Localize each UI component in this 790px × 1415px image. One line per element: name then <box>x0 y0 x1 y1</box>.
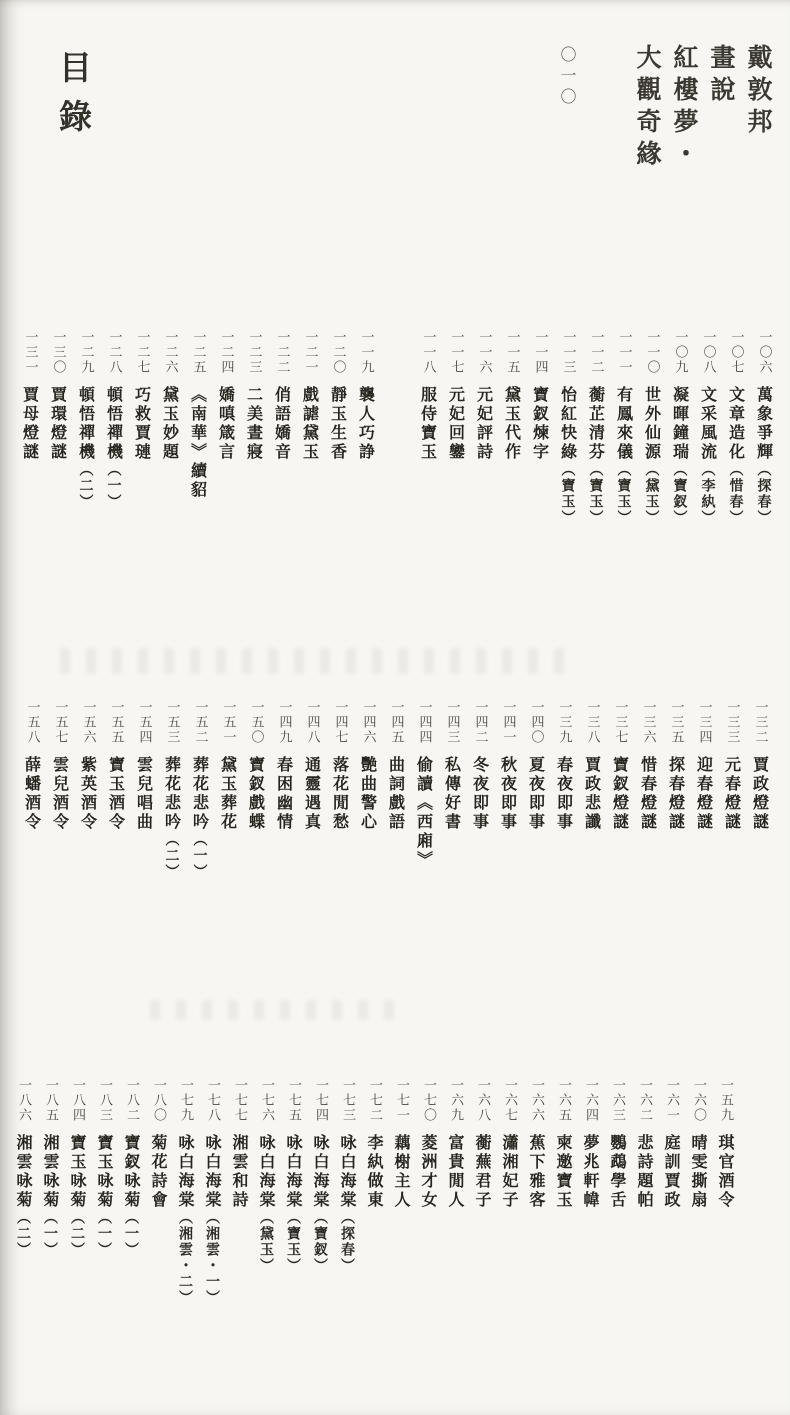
entry-title: 怡紅快綠（寶玉） <box>558 386 578 526</box>
toc-entry <box>610 330 638 526</box>
entry-number: 一一一 <box>616 330 632 375</box>
toc-entry <box>388 1078 415 1306</box>
entry-title: 通靈遇真 <box>302 756 322 832</box>
entry-number: 一五四 <box>136 700 152 745</box>
entry-number: 一四〇 <box>528 700 544 745</box>
toc-entry <box>184 330 212 526</box>
entry-title: 迎春燈謎 <box>694 756 714 832</box>
entry-attribution: （一） <box>96 1210 112 1258</box>
toc-entry <box>522 700 550 880</box>
entry-number: 一一四 <box>532 330 548 375</box>
entry-title: 晴雯撕扇 <box>689 1134 708 1210</box>
entry-attribution: （探春） <box>755 462 772 526</box>
entry-title: 嬌嗔箴言 <box>216 386 236 462</box>
entry-number: 一一六 <box>476 330 492 375</box>
entry-title: 瀟湘妃子 <box>500 1134 519 1210</box>
toc-entry <box>496 1078 523 1306</box>
entry-title: 元妃評詩 <box>474 386 494 462</box>
entry-title: 賈環燈謎 <box>48 386 68 462</box>
toc-entry <box>361 1078 388 1306</box>
entry-title: 冬夜即事 <box>470 756 490 832</box>
entry-title: 寶玉咏菊（二） <box>68 1134 87 1258</box>
entry-title: 雲兒酒令 <box>50 756 70 832</box>
entry-number: 一一九 <box>358 330 374 375</box>
entry-title: 咏白海棠（寶釵） <box>311 1134 330 1274</box>
toc-entry <box>550 700 578 880</box>
entry-number: 一四五 <box>388 700 404 745</box>
entry-attribution: （惜春） <box>727 462 744 526</box>
entry-number: 一五一 <box>220 700 236 745</box>
toc-entry <box>10 1078 37 1306</box>
entry-number: 一七一 <box>394 1078 409 1123</box>
toc-entry <box>156 330 184 526</box>
entry-attribution: （寶釵） <box>312 1210 328 1274</box>
entry-attribution: （二） <box>69 1210 85 1258</box>
entry-title: 薛蟠酒令 <box>22 756 42 832</box>
entry-attribution: （寶玉） <box>615 462 632 526</box>
entry-number: 一六八 <box>475 1078 490 1123</box>
entry-title: 賈政燈謎 <box>750 756 770 832</box>
entry-number: 一五五 <box>108 700 124 745</box>
toc-entry <box>750 330 778 526</box>
toc-entry <box>253 1078 280 1306</box>
entry-title: 李紈做東 <box>365 1134 384 1210</box>
toc-band-1 <box>14 330 778 526</box>
toc-entry <box>102 700 130 880</box>
entry-title: 寶玉酒令 <box>106 756 126 832</box>
book-title <box>633 44 776 214</box>
entry-number: 一〇九 <box>672 330 688 375</box>
entry-attribution: （寶玉） <box>285 1210 301 1274</box>
entry-number: 一一八 <box>420 330 436 375</box>
entry-title: 探春燈謎 <box>666 756 686 832</box>
entry-attribution: （寶玉） <box>587 462 604 526</box>
entry-attribution: （寶玉） <box>559 462 576 526</box>
entry-number: 一六五 <box>556 1078 571 1123</box>
toc-entry <box>718 700 746 880</box>
entry-number: 一一三 <box>560 330 576 375</box>
toc-entry <box>16 330 44 526</box>
entry-number: 一八六 <box>16 1078 31 1123</box>
entry-title: 悲詩題帕 <box>635 1134 654 1210</box>
toc-entry <box>326 700 354 880</box>
entry-number: 一七〇 <box>421 1078 436 1123</box>
toc-entry <box>410 700 438 880</box>
entry-number: 一一二 <box>588 330 604 375</box>
toc-entry <box>382 700 410 880</box>
entry-attribution: （黛玉） <box>643 462 660 526</box>
toc-entry <box>242 700 270 880</box>
entry-number: 一二〇 <box>330 330 346 375</box>
toc-entry <box>44 330 72 526</box>
entry-attribution: （黛玉） <box>258 1210 274 1274</box>
toc-entry <box>324 330 352 526</box>
entry-number: 一五〇 <box>248 700 264 745</box>
toc-entry <box>666 330 694 526</box>
toc-entry <box>46 700 74 880</box>
entry-number: 一五七 <box>52 700 68 745</box>
entry-title: 襲人巧諍 <box>356 386 376 462</box>
toc-entry <box>158 700 186 880</box>
entry-title: 元春燈謎 <box>722 756 742 832</box>
entry-title: 雲兒唱曲 <box>134 756 154 832</box>
entry-title: 私傳好書 <box>442 756 462 832</box>
toc-entry <box>466 700 494 880</box>
toc-entry <box>634 700 662 880</box>
toc-entry <box>469 1078 496 1306</box>
entry-number: 一二五 <box>190 330 206 375</box>
entry-attribution: （寶釵） <box>671 462 688 526</box>
entry-number: 一二九 <box>78 330 94 375</box>
entry-title: 葬花悲吟（一） <box>190 756 210 880</box>
entry-number: 一五八 <box>24 700 40 745</box>
entry-number: 一五三 <box>164 700 180 745</box>
toc-entry <box>577 1078 604 1306</box>
entry-number: 一六四 <box>583 1078 598 1123</box>
toc-entry <box>145 1078 172 1306</box>
entry-number: 一三四 <box>696 700 712 745</box>
entry-title: 蕉下雅客 <box>527 1134 546 1210</box>
entry-number: 一〇七 <box>728 330 744 375</box>
toc-entry <box>74 700 102 880</box>
toc-entry <box>37 1078 64 1306</box>
entry-number: 一〇六 <box>756 330 772 375</box>
entry-title: 惜春燈謎 <box>638 756 658 832</box>
toc-entry <box>212 330 240 526</box>
toc-entry <box>240 330 268 526</box>
toc-entry <box>523 1078 550 1306</box>
entry-number: 一三九 <box>556 700 572 745</box>
entry-title: 文采風流（李紈） <box>698 386 718 526</box>
entry-number: 一二八 <box>106 330 122 375</box>
entry-title: 夏夜即事 <box>526 756 546 832</box>
entry-title: 二美晝寢 <box>244 386 264 462</box>
toc-entry <box>130 700 158 880</box>
toc-entry <box>414 330 442 526</box>
toc-entry <box>690 700 718 880</box>
entry-number: 一八三 <box>97 1078 112 1123</box>
entry-number: 一三五 <box>668 700 684 745</box>
entry-number: 一二一 <box>302 330 318 375</box>
show-through-smudge <box>150 1000 410 1020</box>
toc-entry <box>438 700 466 880</box>
toc-entry <box>128 330 156 526</box>
entry-attribution: （一） <box>191 832 208 880</box>
toc-entry <box>554 330 582 526</box>
toc-entry <box>694 330 722 526</box>
entry-number: 一二六 <box>162 330 178 375</box>
toc-entry <box>268 330 296 526</box>
book-title-column: 戴敦邦 <box>744 44 773 140</box>
toc-entry <box>214 700 242 880</box>
entry-number: 一八四 <box>70 1078 85 1123</box>
entry-title: 萬象爭輝（探春） <box>754 386 774 526</box>
entry-number: 一三八 <box>584 700 600 745</box>
toc-band-2 <box>16 700 774 880</box>
entry-number: 一八五 <box>43 1078 58 1123</box>
toc-entry <box>685 1078 712 1306</box>
entry-title: 寶玉咏菊（一） <box>95 1134 114 1258</box>
entry-title: 咏白海棠（探春） <box>338 1134 357 1274</box>
entry-attribution: （湘雲・一） <box>204 1210 220 1306</box>
toc-entry <box>118 1078 145 1306</box>
entry-title: 世外仙源（黛玉） <box>642 386 662 526</box>
entry-number: 一五二 <box>192 700 208 745</box>
toc-entry <box>298 700 326 880</box>
toc-entry <box>307 1078 334 1306</box>
toc-entry <box>280 1078 307 1306</box>
entry-attribution: （一） <box>123 1210 139 1258</box>
entry-title: 春困幽情 <box>274 756 294 832</box>
entry-number: 一二二 <box>274 330 290 375</box>
entry-title: 黛玉妙題 <box>160 386 180 462</box>
entry-number: 一四一 <box>500 700 516 745</box>
entry-title: 湘雲咏菊（一） <box>41 1134 60 1258</box>
entry-title: 寶釵煉字 <box>530 386 550 462</box>
entry-number: 一七九 <box>178 1078 193 1123</box>
entry-number: 一七二 <box>367 1078 382 1123</box>
toc-entry <box>91 1078 118 1306</box>
toc-entry <box>354 700 382 880</box>
toc-band-3 <box>8 1078 739 1306</box>
entry-title: 咏白海棠（寶玉） <box>284 1134 303 1274</box>
entry-title: 黛玉葬花 <box>218 756 238 832</box>
entry-number: 一四二 <box>472 700 488 745</box>
entry-title: 曲詞戲語 <box>386 756 406 832</box>
toc-entry <box>226 1078 253 1306</box>
toc-entry <box>442 1078 469 1306</box>
entry-number: 一七八 <box>205 1078 220 1123</box>
entry-title: 柬邀寶玉 <box>554 1134 573 1210</box>
entry-number: 一三七 <box>612 700 628 745</box>
toc-entry <box>722 330 750 526</box>
entry-number: 一三二 <box>752 700 768 745</box>
toc-entry <box>18 700 46 880</box>
entry-title: 靜玉生香 <box>328 386 348 462</box>
entry-attribution: （二） <box>77 462 94 510</box>
entry-attribution: （二） <box>15 1210 31 1258</box>
toc-entry <box>442 330 470 526</box>
entry-title: 頓悟禪機（二） <box>76 386 96 510</box>
entry-number: 一三三 <box>724 700 740 745</box>
entry-title: 巧救賈璉 <box>132 386 152 462</box>
entry-title: 蘅蕪君子 <box>473 1134 492 1210</box>
toc-entry <box>172 1078 199 1306</box>
show-through-smudge <box>60 648 580 674</box>
entry-title: 有鳳來儀（寶玉） <box>614 386 634 526</box>
entry-title: 偷讀《西廂》 <box>414 756 434 870</box>
entry-number: 一四九 <box>276 700 292 745</box>
entry-number: 一四七 <box>332 700 348 745</box>
entry-title: 咏白海棠（湘雲・一） <box>203 1134 222 1306</box>
entry-number: 一二四 <box>218 330 234 375</box>
entry-number: 一六九 <box>448 1078 463 1123</box>
toc-entry <box>72 330 100 526</box>
entry-number: 一三〇 <box>50 330 66 375</box>
toc-entry <box>334 1078 361 1306</box>
toc-entry <box>270 700 298 880</box>
toc-entry <box>578 700 606 880</box>
entry-attribution: （一） <box>42 1210 58 1258</box>
entry-title: 菊花詩會 <box>149 1134 168 1210</box>
toc-entry <box>100 330 128 526</box>
entry-number: 一四四 <box>416 700 432 745</box>
entry-title: 戲謔黛玉 <box>300 386 320 462</box>
entry-number: 一二七 <box>134 330 150 375</box>
toc-entry <box>415 1078 442 1306</box>
entry-title: 賈政悲讖 <box>582 756 602 832</box>
toc-entry <box>186 700 214 880</box>
toc-entry <box>712 1078 739 1306</box>
entry-title: 湘雲咏菊（二） <box>14 1134 33 1258</box>
entry-title: 湘雲和詩 <box>230 1134 249 1210</box>
entry-number: 一三六 <box>640 700 656 745</box>
entry-number: 一一〇 <box>644 330 660 375</box>
entry-title: 黛玉代作 <box>502 386 522 462</box>
toc-entry <box>606 700 634 880</box>
entry-number: 一六七 <box>502 1078 517 1123</box>
toc-entry <box>604 1078 631 1306</box>
entry-number: 一八二 <box>124 1078 139 1123</box>
entry-attribution: （二） <box>163 832 180 880</box>
entry-title: 葬花悲吟（二） <box>162 756 182 880</box>
entry-title: 紫英酒令 <box>78 756 98 832</box>
entry-number: 一七七 <box>232 1078 247 1123</box>
entry-title: 菱洲才女 <box>419 1134 438 1210</box>
entry-title: 俏語嬌音 <box>272 386 292 462</box>
entry-title: 咏白海棠（黛玉） <box>257 1134 276 1274</box>
entry-title: 蘅芷清芬（寶玉） <box>586 386 606 526</box>
entry-attribution: （李紈） <box>699 462 716 526</box>
book-title-column: 大觀奇緣 <box>633 44 662 172</box>
entry-title: 艷曲警心 <box>358 756 378 832</box>
entry-number: 一六六 <box>529 1078 544 1123</box>
entry-number: 一四八 <box>304 700 320 745</box>
entry-number: 一〇八 <box>700 330 716 375</box>
toc-entry <box>296 330 324 526</box>
toc-entry <box>662 700 690 880</box>
entry-title: 服侍寶玉 <box>418 386 438 462</box>
entry-number: 一七六 <box>259 1078 274 1123</box>
toc-entry <box>526 330 554 526</box>
toc-entry <box>631 1078 658 1306</box>
toc-entry <box>64 1078 91 1306</box>
entry-number: 一四三 <box>444 700 460 745</box>
toc-entry <box>638 330 666 526</box>
book-title-column: 紅樓夢・ <box>670 44 699 172</box>
entry-title: 賈母燈謎 <box>20 386 40 462</box>
entry-title: 藕榭主人 <box>392 1134 411 1210</box>
toc-entry <box>470 330 498 526</box>
entry-number: 一五九 <box>718 1078 733 1123</box>
entry-title: 秋夜即事 <box>498 756 518 832</box>
entry-title: 落花閒愁 <box>330 756 350 832</box>
entry-title: 文章造化（惜春） <box>726 386 746 526</box>
entry-number: 一六二 <box>637 1078 652 1123</box>
toc-entry <box>746 700 774 880</box>
entry-number: 一七五 <box>286 1078 301 1123</box>
book-title-column: 畫說 <box>707 44 736 108</box>
entry-number: 一六〇 <box>691 1078 706 1123</box>
entry-number: 一一五 <box>504 330 520 375</box>
entry-number: 一七三 <box>340 1078 355 1123</box>
entry-title: 凝暉鐘瑞（寶釵） <box>670 386 690 526</box>
entry-title: 寶釵戲蝶 <box>246 756 266 832</box>
entry-number: 一四六 <box>360 700 376 745</box>
entry-title: 夢兆軒幃 <box>581 1134 600 1210</box>
entry-title: 富貴閒人 <box>446 1134 465 1210</box>
entry-title: 《南華》續貂 <box>188 386 208 500</box>
entry-title: 頓悟禪機（一） <box>104 386 124 510</box>
toc-entry <box>550 1078 577 1306</box>
entry-title: 咏白海棠（湘雲・二） <box>176 1134 195 1306</box>
entry-number: 一三一 <box>22 330 38 375</box>
toc-entry <box>582 330 610 526</box>
entry-number: 一六一 <box>664 1078 679 1123</box>
section-title: 目錄 <box>54 50 93 148</box>
entry-title: 寶釵燈謎 <box>610 756 630 832</box>
entry-title: 庭訓賈政 <box>662 1134 681 1210</box>
entry-title: 琪官酒令 <box>716 1134 735 1210</box>
entry-title: 元妃回鑾 <box>446 386 466 462</box>
entry-attribution: （湘雲・二） <box>177 1210 193 1306</box>
entry-number: 一八〇 <box>151 1078 166 1123</box>
entry-attribution: （一） <box>105 462 122 510</box>
toc-entry <box>658 1078 685 1306</box>
entry-title: 春夜即事 <box>554 756 574 832</box>
entry-number: 一一七 <box>448 330 464 375</box>
entry-title: 寶釵咏菊（一） <box>122 1134 141 1258</box>
toc-entry <box>494 700 522 880</box>
folio-page-number: 〇一〇 <box>558 46 577 109</box>
toc-entry <box>498 330 526 526</box>
entry-number: 一五六 <box>80 700 96 745</box>
toc-entry <box>199 1078 226 1306</box>
entry-attribution: （探春） <box>339 1210 355 1274</box>
entry-number: 一二三 <box>246 330 262 375</box>
entry-title: 鸚鵡學舌 <box>608 1134 627 1210</box>
toc-entry <box>352 330 380 526</box>
entry-number: 一六三 <box>610 1078 625 1123</box>
entry-number: 一七四 <box>313 1078 328 1123</box>
